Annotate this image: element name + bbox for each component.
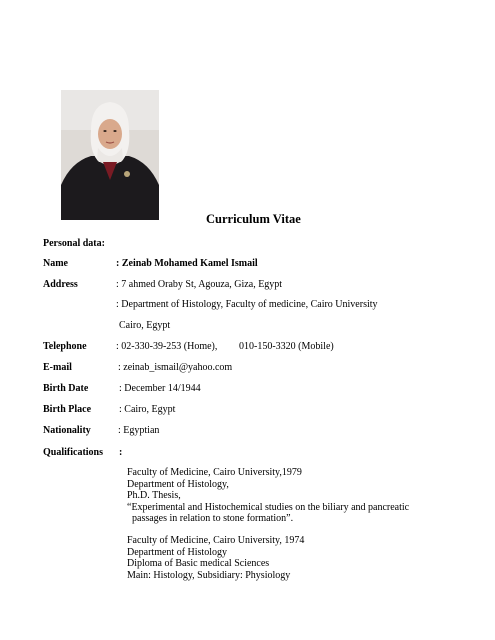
- profile-photo: [61, 90, 159, 220]
- qualification-line: Faculty of Medicine, Cairo University, 1974: [127, 535, 305, 546]
- qualification-line: Faculty of Medicine, Cairo University,1979: [127, 467, 302, 478]
- qualifications-label: Qualifications: [43, 447, 104, 458]
- birth-date-label: Birth Date: [43, 383, 89, 394]
- address-line-1: : 7 ahmed Oraby St, Agouza, Giza, Egypt: [116, 279, 283, 290]
- address-line-3: Cairo, Egypt: [119, 320, 171, 331]
- email-label: E-mail: [43, 362, 72, 373]
- birth-place-value: : Cairo, Egypt: [119, 404, 176, 415]
- nationality-value: : Egyptian: [118, 425, 160, 436]
- nationality-label: Nationality: [43, 425, 91, 436]
- birth-place-label: Birth Place: [43, 404, 92, 415]
- email-value: : zeinab_ismail@yahoo.com: [118, 362, 233, 373]
- birth-date-value: : December 14/1944: [119, 383, 201, 394]
- qualification-line: passages in relation to stone formation”.: [127, 513, 294, 524]
- telephone-mobile: 010-150-3320 (Mobile): [239, 341, 334, 352]
- document-title: Curriculum Vitae: [206, 212, 301, 226]
- qualification-diploma: [127, 535, 304, 581]
- name-value: : Zeinab Mohamed Kamel Ismail: [116, 258, 258, 269]
- qualification-line: Main: Histology, Subsidiary: Physiology: [127, 569, 291, 581]
- qualification-phd: [127, 467, 409, 525]
- qualification-line: Ph.D. Thesis,: [127, 490, 181, 501]
- name-label: Name: [43, 258, 68, 269]
- telephone-label: Telephone: [43, 341, 87, 352]
- qualification-line: “Experimental and Histochemical studies on the biliary and pancreatic: [127, 501, 410, 513]
- qualification-line: Department of Histology,: [127, 478, 229, 490]
- qualification-line: Department of Histology: [127, 546, 227, 558]
- portrait-image: [61, 90, 159, 220]
- qualifications-colon: :: [119, 447, 123, 458]
- section-personal-data: Personal data:: [43, 238, 105, 249]
- qualification-line: Diploma of Basic medical Sciences: [127, 558, 270, 569]
- address-line-2: : Department of Histology, Faculty of medicine, Cairo University: [116, 299, 378, 310]
- telephone-home: : 02-330-39-253 (Home),: [116, 341, 218, 352]
- address-label: Address: [43, 279, 78, 290]
